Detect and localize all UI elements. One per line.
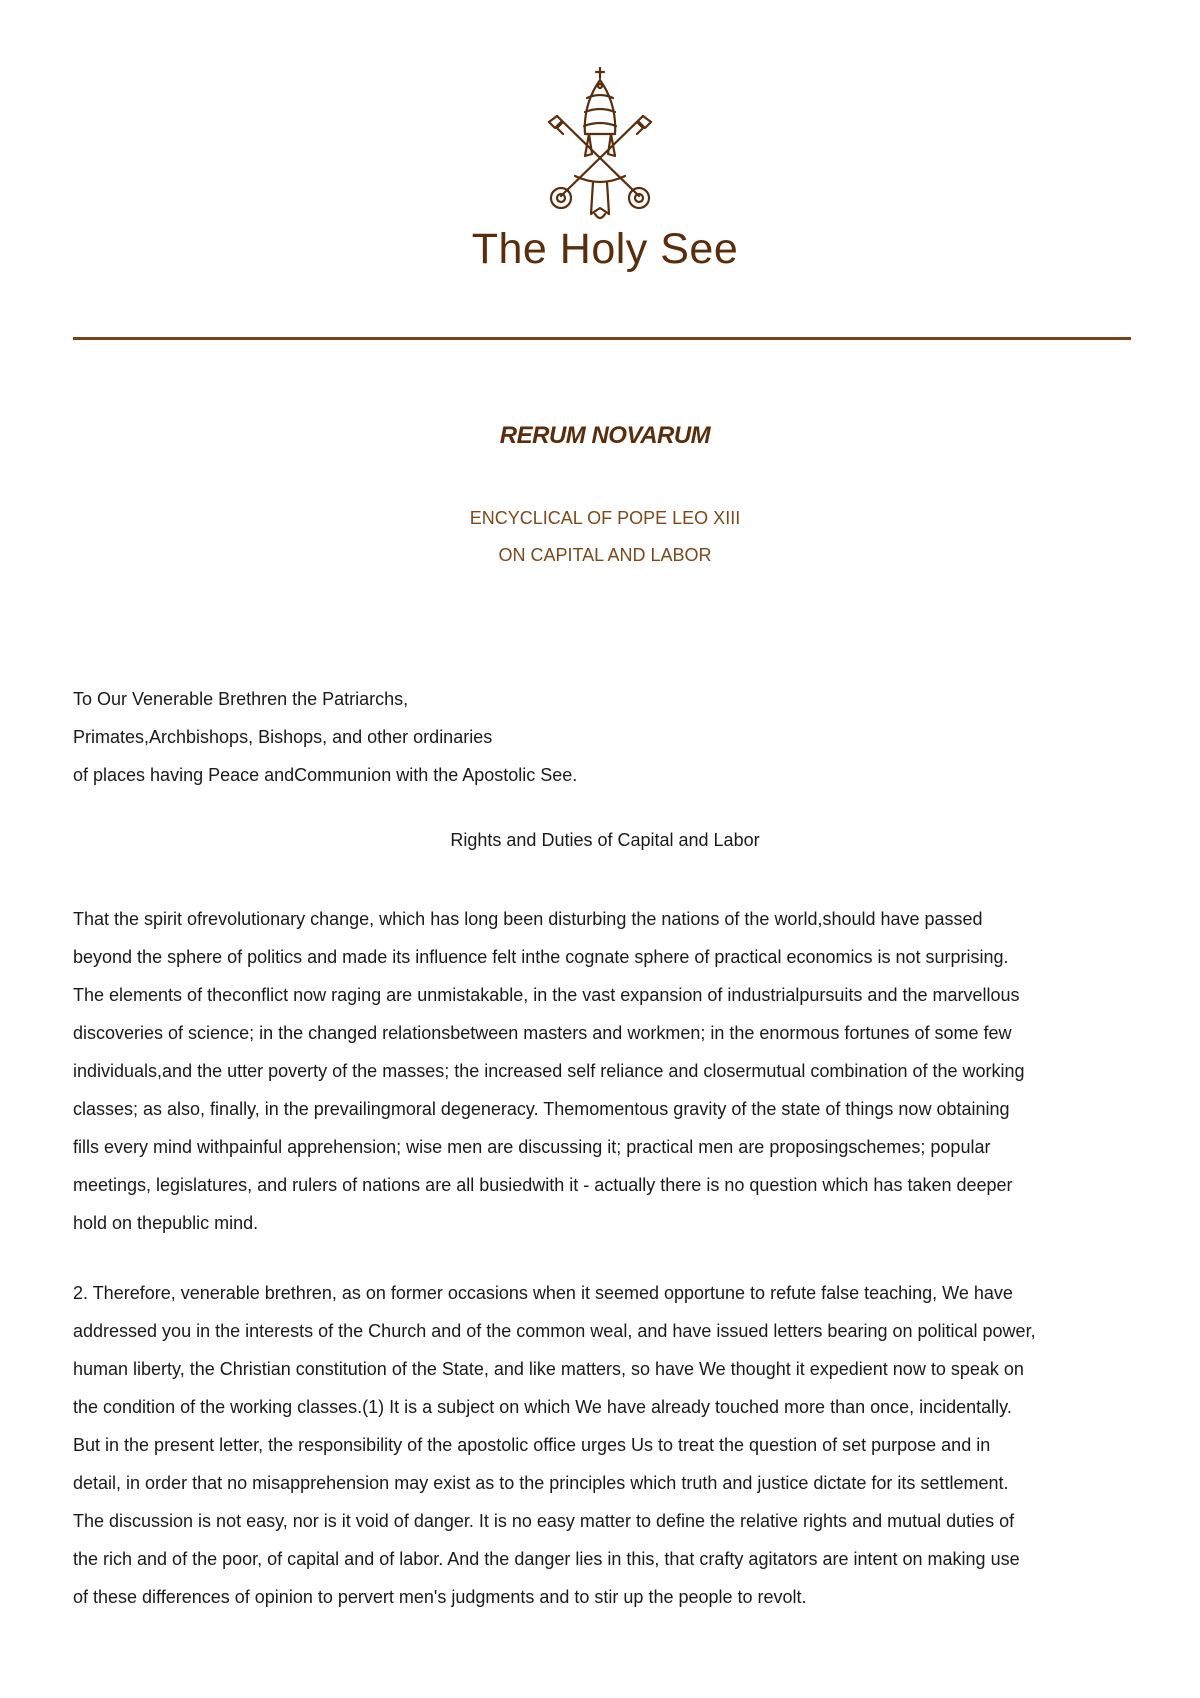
document-title: RERUM NOVARUM bbox=[499, 422, 711, 449]
address-line: Primates,Archbishops, Bishops, and other ordinaries bbox=[73, 727, 493, 747]
paragraph-line: addressed you in the interests of the Church and of the common weal, and have issued letters bearing on political power, bbox=[73, 1321, 1036, 1341]
address-line: To Our Venerable Brethren the Patriarchs, bbox=[73, 689, 409, 709]
paragraph-1 bbox=[73, 900, 1135, 1242]
paragraph-2 bbox=[73, 1274, 1135, 1616]
paragraph-line: of these differences of opinion to pervert men's judgments and to stir up the people to revolt. bbox=[73, 1587, 807, 1607]
section-heading: Rights and Duties of Capital and Labor bbox=[450, 830, 760, 850]
document-subtitle bbox=[0, 500, 1200, 574]
paragraph-line: detail, in order that no misapprehension may exist as to the principles which truth and justice dictate for its settlement. bbox=[73, 1473, 1009, 1493]
paragraph-line: That the spirit ofrevolutionary change, which has long been disturbing the nations of the world,should have passed bbox=[73, 909, 983, 929]
site-title[interactable]: The Holy See bbox=[471, 225, 739, 273]
paragraph-line: the rich and of the poor, of capital and of labor. And the danger lies in this, that crafty agitators are intent on making use bbox=[73, 1549, 1020, 1569]
paragraph-line: The discussion is not easy, nor is it void of danger. It is no easy matter to define the relative rights and mutual duties of bbox=[73, 1511, 1015, 1531]
address-line: of places having Peace andCommunion with the Apostolic See. bbox=[73, 765, 578, 785]
paragraph-line: meetings, legislatures, and rulers of nations are all busiedwith it - actually there is no question which has taken deeper bbox=[73, 1175, 1013, 1195]
paragraph-line: fills every mind withpainful apprehension; wise men are discussing it; practical men are proposingschemes; popular bbox=[73, 1137, 991, 1157]
paragraph-line: the condition of the working classes.(1) It is a subject on which We have already touched more than once, incidentally. bbox=[73, 1397, 1012, 1417]
paragraph-line: discoveries of science; in the changed relationsbetween masters and workmen; in the enormous fortunes of some few bbox=[73, 1023, 1012, 1043]
subtitle-line: ON CAPITAL AND LABOR bbox=[498, 545, 712, 565]
header-divider bbox=[73, 337, 1131, 340]
papal-coat-of-arms-icon bbox=[535, 64, 665, 224]
paragraph-line: individuals,and the utter poverty of the masses; the increased self reliance and closermutual combination of the working bbox=[73, 1061, 1025, 1081]
paragraph-line: 2. Therefore, venerable brethren, as on former occasions when it seemed opportune to refute false teaching, We have bbox=[73, 1283, 1013, 1303]
site-header bbox=[0, 64, 1200, 224]
paragraph-line: hold on thepublic mind. bbox=[73, 1213, 259, 1233]
paragraph-line: classes; as also, finally, in the prevailingmoral degeneracy. Themomentous gravity of the state of things now obtaining bbox=[73, 1099, 1010, 1119]
paragraph-line: human liberty, the Christian constitution of the State, and like matters, so have We thought it expedient now to speak on bbox=[73, 1359, 1024, 1379]
subtitle-line: ENCYCLICAL OF POPE LEO XIII bbox=[469, 508, 741, 528]
paragraph-line: beyond the sphere of politics and made its influence felt inthe cognate sphere of practical economics is not surprising. bbox=[73, 947, 1009, 967]
paragraph-line: But in the present letter, the responsibility of the apostolic office urges Us to treat the question of set purpose and in bbox=[73, 1435, 991, 1455]
salutation-address bbox=[73, 680, 1133, 794]
paragraph-line: The elements of theconflict now raging are unmistakable, in the vast expansion of industrialpursuits and the marvellous bbox=[73, 985, 1020, 1005]
